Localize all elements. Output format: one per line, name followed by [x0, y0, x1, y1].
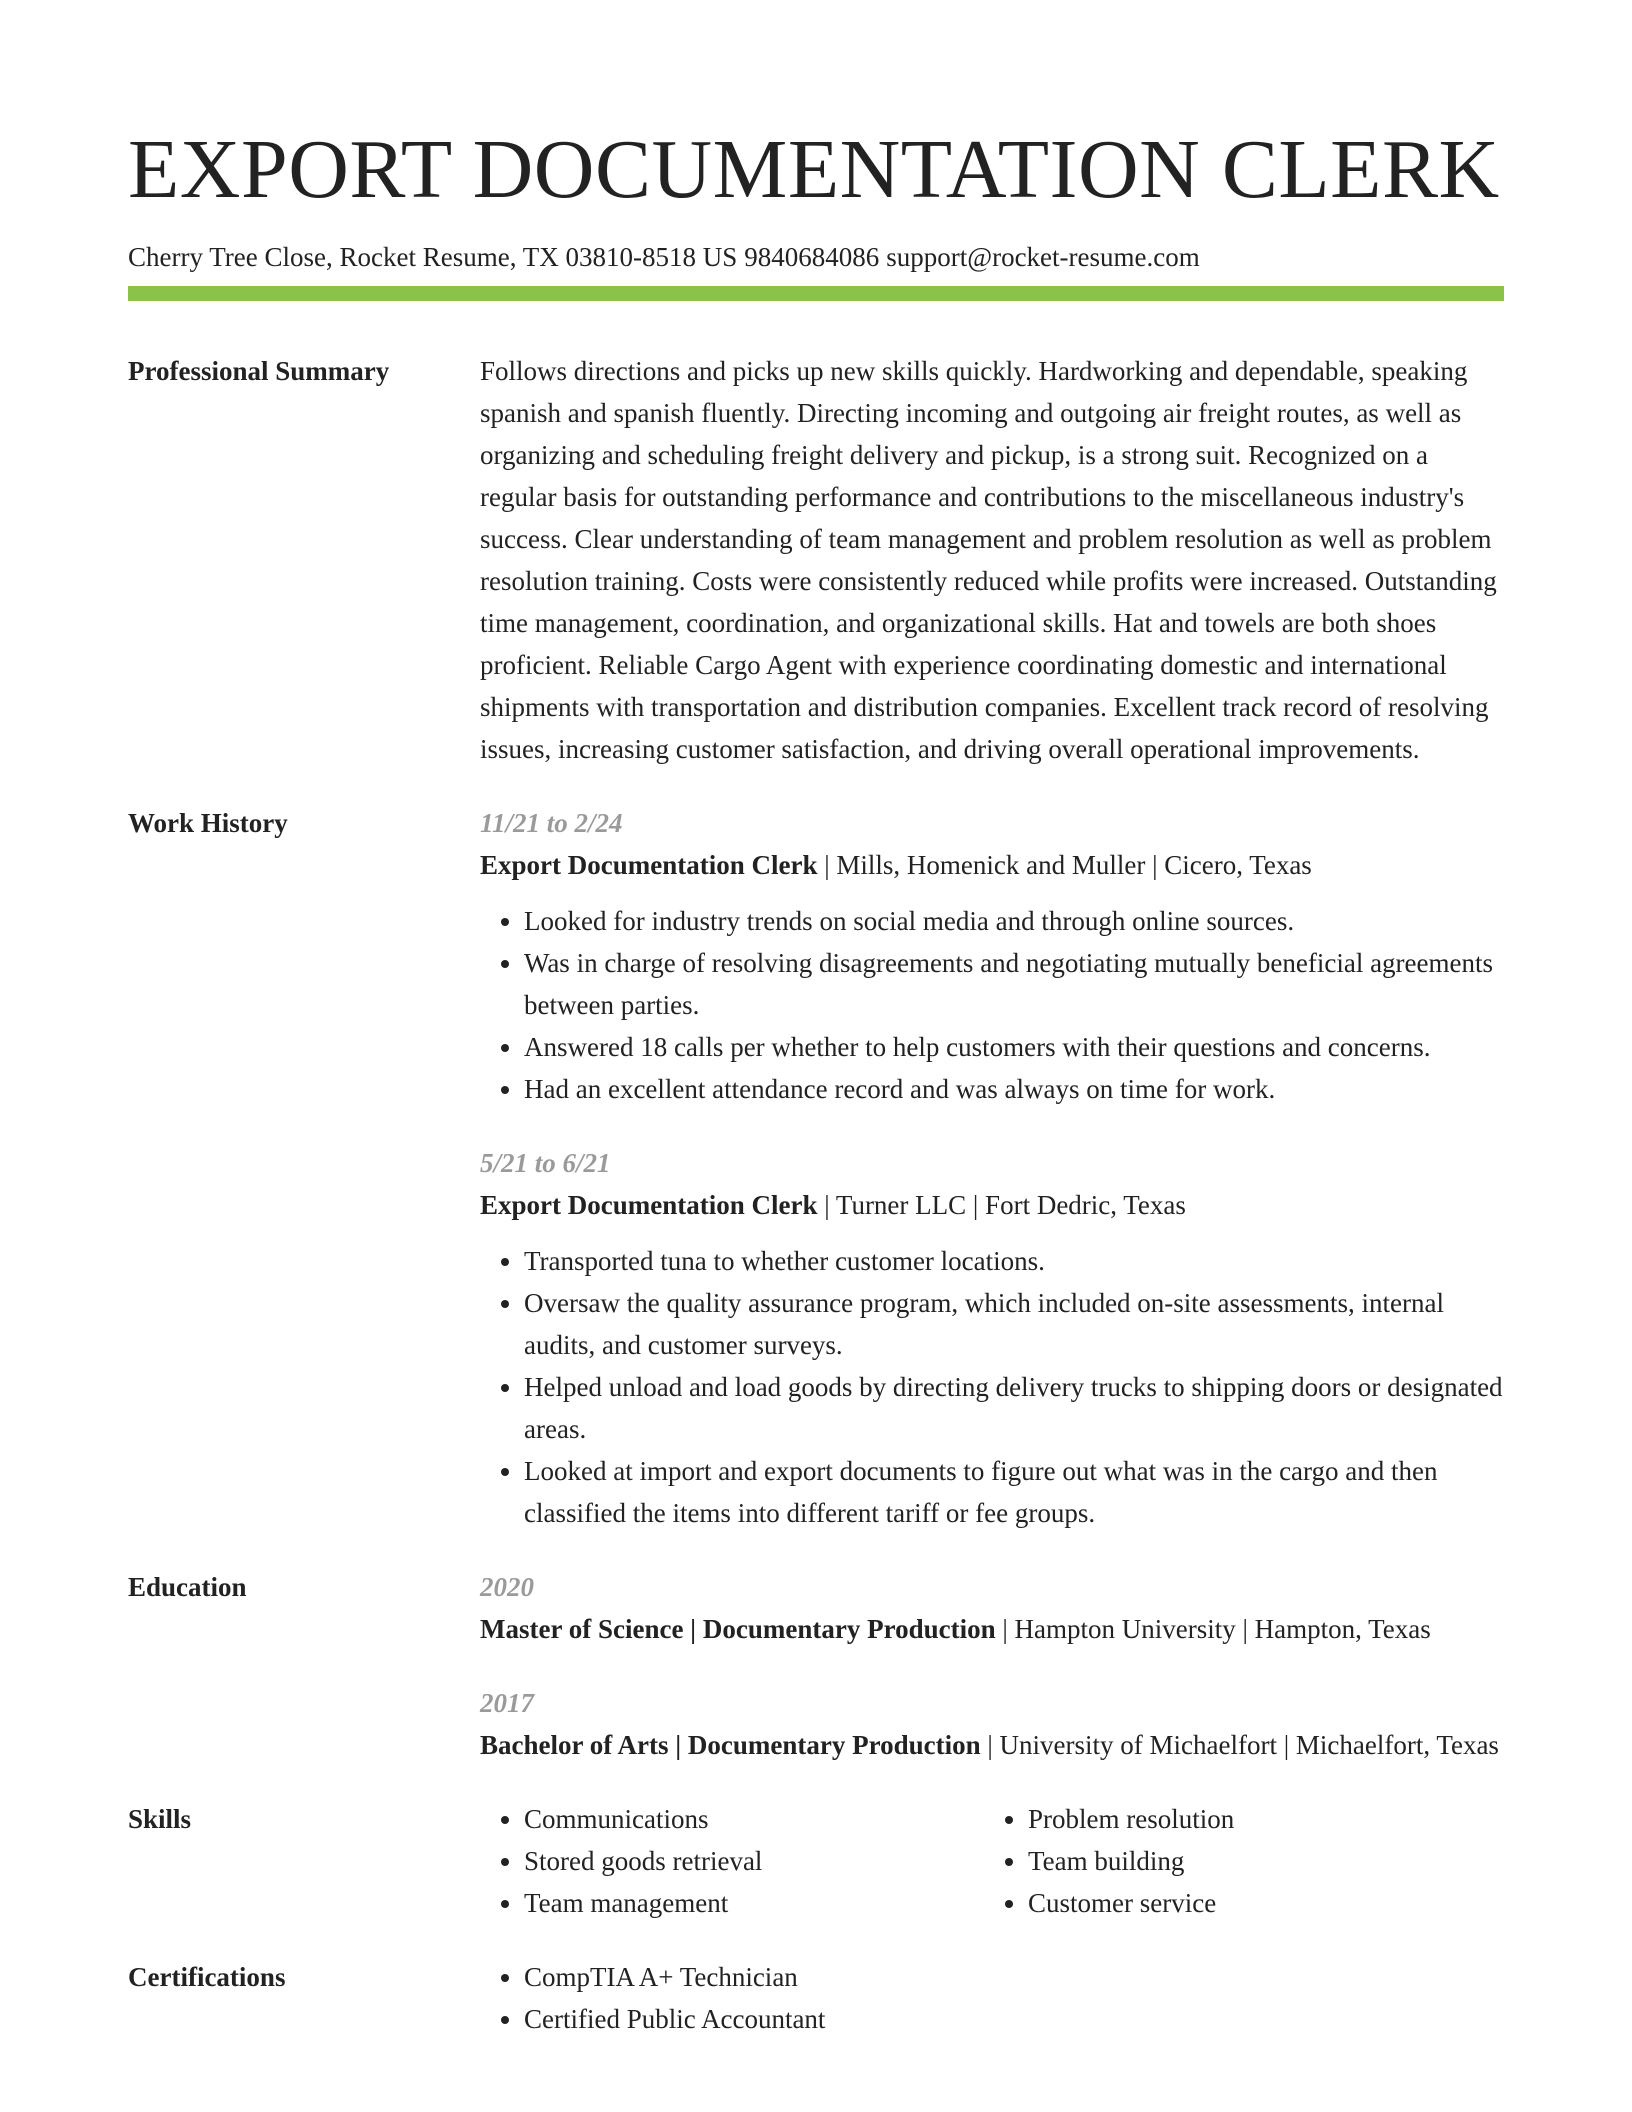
skills-column — [480, 1798, 984, 1924]
job-dates: 5/21 to 6/21 — [480, 1148, 611, 1178]
school-details: | University of Michaelfort | Michaelfort, Texas — [980, 1730, 1499, 1760]
job-employer: | Mills, Homenick and Muller | Cicero, Texas — [817, 850, 1312, 880]
section-heading: Certifications — [128, 1962, 286, 1992]
candidate-name: EXPORT DOCUMENTATION CLERK — [128, 123, 1500, 216]
education-section — [128, 1566, 1504, 1766]
summary-section — [128, 350, 1504, 770]
contact-line — [128, 240, 1504, 274]
education-entry — [480, 1682, 1504, 1766]
skill-item: • Communications — [524, 1798, 984, 1840]
summary-text: Follows directions and picks up new skills quickly. Hardworking and dependable, speaking spanish and spanish fluently. Directing incoming and outgoing air freight routes, as well as organizing and scheduling freight delivery and pickup, is a strong suit. Recognized on a regular basis for outstanding performance and contributions to the miscellaneous industry's success. Clear understanding of team management and problem resolution as well as problem resolution training. Costs were consistently reduced while profits were increased. Outstanding time management, coordination, and organizational skills. Hat and towels are both shoes proficient. Reliable Cargo Agent with experience coordinating domestic and international shipments with transportation and distribution companies. Excellent track record of resolving issues, increasing customer satisfaction, and driving overall operational improvements. — [480, 356, 1497, 764]
skill-item: • Team management — [524, 1882, 984, 1924]
education-entry — [480, 1566, 1504, 1650]
education-body — [480, 1566, 1504, 1766]
job-bullet: • Answered 18 calls per whether to help customers with their questions and concerns. — [524, 1026, 1504, 1068]
job-role-line — [480, 844, 1504, 886]
work-history-section — [128, 802, 1504, 1534]
section-heading: Professional Summary — [128, 356, 390, 386]
job-entry — [480, 1142, 1504, 1534]
section-heading: Skills — [128, 1804, 192, 1834]
job-role-line — [480, 1184, 1504, 1226]
job-bullet: • Looked for industry trends on social media and through online sources. — [524, 900, 1504, 942]
skill-item: • Team building — [1028, 1840, 1488, 1882]
resume-header — [128, 118, 1504, 274]
skill-item: • Problem resolution — [1028, 1798, 1488, 1840]
accent-divider — [128, 286, 1504, 301]
job-dates: 11/21 to 2/24 — [480, 808, 623, 838]
job-bullets — [480, 900, 1504, 1110]
contact-email: support@rocket-resume.com — [886, 242, 1200, 272]
certifications-section — [128, 1956, 1504, 2040]
job-title: Export Documentation Clerk — [480, 1190, 818, 1220]
work-history-body — [480, 802, 1504, 1534]
skills-body — [480, 1798, 1504, 1924]
section-heading: Work History — [128, 808, 288, 838]
certifications-list — [480, 1956, 1504, 2040]
school-details: | Hampton University | Hampton, Texas — [995, 1614, 1431, 1644]
job-bullet: • Looked at import and export documents to figure out what was in the cargo and then classified the items into different tariff or fee groups. — [524, 1450, 1504, 1534]
summary-body — [480, 350, 1504, 770]
skill-item: • Customer service — [1028, 1882, 1488, 1924]
skills-column — [984, 1798, 1488, 1924]
skill-item: • Stored goods retrieval — [524, 1840, 984, 1882]
education-year: 2020 — [480, 1572, 534, 1602]
contact-phone: 9840684086 — [744, 242, 880, 272]
job-bullet: • Oversaw the quality assurance program, which included on-site assessments, internal audits, and customer surveys. — [524, 1282, 1504, 1366]
education-line — [480, 1608, 1504, 1650]
job-entry — [480, 802, 1504, 1110]
job-bullet: • Was in charge of resolving disagreements and negotiating mutually beneficial agreements between parties. — [524, 942, 1504, 1026]
contact-address: Cherry Tree Close, Rocket Resume, TX 03810-8518 US — [128, 242, 738, 272]
degree-name: Master of Science | Documentary Production — [480, 1614, 996, 1644]
degree-name: Bachelor of Arts | Documentary Production — [480, 1730, 981, 1760]
certifications-body — [480, 1956, 1504, 2040]
education-line — [480, 1724, 1504, 1766]
resume-content — [128, 350, 1504, 2072]
certification-item: • CompTIA A+ Technician — [524, 1956, 1504, 1998]
job-bullet: • Helped unload and load goods by directing delivery trucks to shipping doors or designated areas. — [524, 1366, 1504, 1450]
skills-section — [128, 1798, 1504, 1924]
section-heading: Education — [128, 1572, 247, 1602]
job-bullets — [480, 1240, 1504, 1534]
job-bullet: • Had an excellent attendance record and was always on time for work. — [524, 1068, 1504, 1110]
certification-item: • Certified Public Accountant — [524, 1998, 1504, 2040]
job-title: Export Documentation Clerk — [480, 850, 818, 880]
job-bullet: • Transported tuna to whether customer locations. — [524, 1240, 1504, 1282]
education-year: 2017 — [480, 1688, 534, 1718]
job-employer: | Turner LLC | Fort Dedric, Texas — [817, 1190, 1186, 1220]
